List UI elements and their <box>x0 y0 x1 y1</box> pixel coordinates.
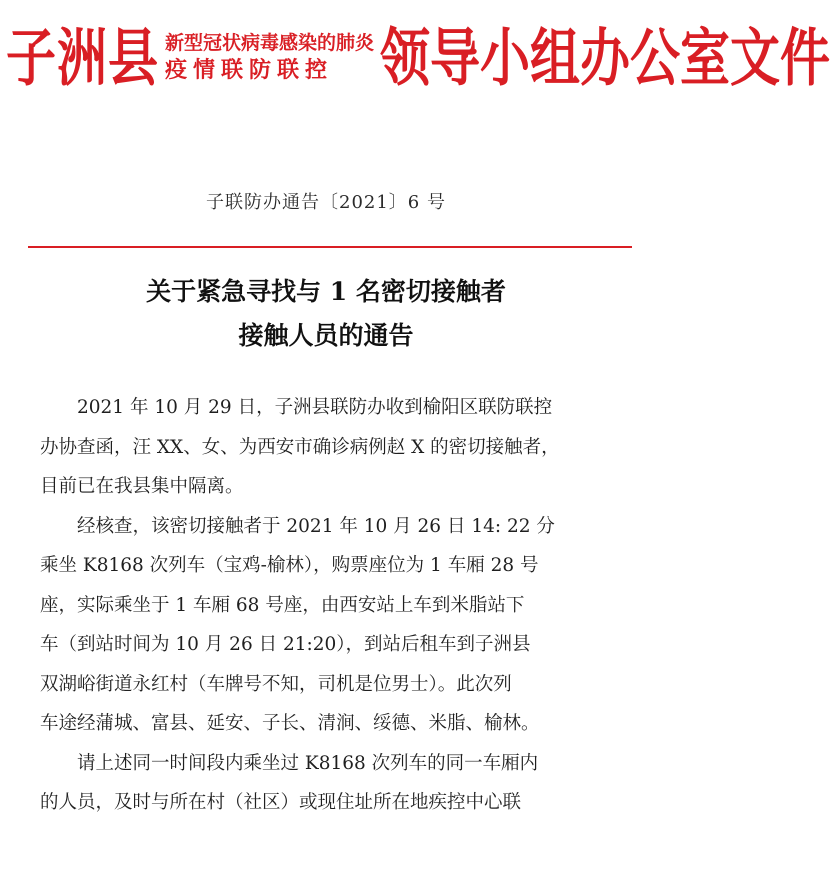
document-title <box>0 270 652 358</box>
document-header <box>6 8 830 108</box>
header-stack-line2: 疫情联防联控 <box>165 56 334 83</box>
paragraph-line: 请上述同一时间段内乘坐过 K8168 次列车的同一车厢内 <box>77 752 539 774</box>
paragraph-line: 2021 年 10 月 29 日，子洲县联防办收到榆阳区联防联控 <box>77 397 553 418</box>
header-stack-line1: 新型冠状病毒感染的肺炎 <box>165 31 375 54</box>
paragraph-line: 双湖峪街道永红村（车牌号不知，司机是位男士）。此次列 <box>40 673 512 695</box>
title-line-1: 关于紧急寻找与 1 名密切接触者 <box>146 277 506 306</box>
header-office: 领导小组办公室文件 <box>380 20 830 95</box>
paragraph-2 <box>40 507 626 744</box>
paragraph-1 <box>40 388 626 507</box>
paragraph-line: 的人员，及时与所在村（社区）或现住址所在地疾控中心联 <box>40 792 522 813</box>
header-county: 子洲县 <box>6 20 159 95</box>
paragraph-line: 目前已在我县集中隔离。 <box>40 476 244 497</box>
paragraph-line: 办协查函，汪 XX、女、为西安市确诊病例赵 X 的密切接触者， <box>40 436 560 458</box>
paragraph-line: 座，实际乘坐于 1 车厢 68 号座，由西安站上车到米脂站下 <box>40 594 525 616</box>
document-number: 子联防办通告〔2021〕6 号 <box>206 192 446 213</box>
title-line-2: 接触人员的通告 <box>238 321 414 350</box>
paragraph-line: 车途经蒲城、富县、延安、子长、清涧、绥德、米脂、榆林。 <box>40 713 540 734</box>
document-body <box>40 388 626 823</box>
paragraph-line: 乘坐 K8168 次列车（宝鸡-榆林），购票座位为 1 车厢 28 号 <box>40 555 539 576</box>
paragraph-line: 经核查，该密切接触者于 2021 年 10 月 26 日 14: 22 分 <box>77 515 555 537</box>
header-stack <box>165 32 374 84</box>
paragraph-3 <box>40 744 626 823</box>
paragraph-line: 车（到站时间为 10 月 26 日 21:20），到站后租车到子洲县 <box>40 634 531 655</box>
red-divider <box>28 246 632 248</box>
